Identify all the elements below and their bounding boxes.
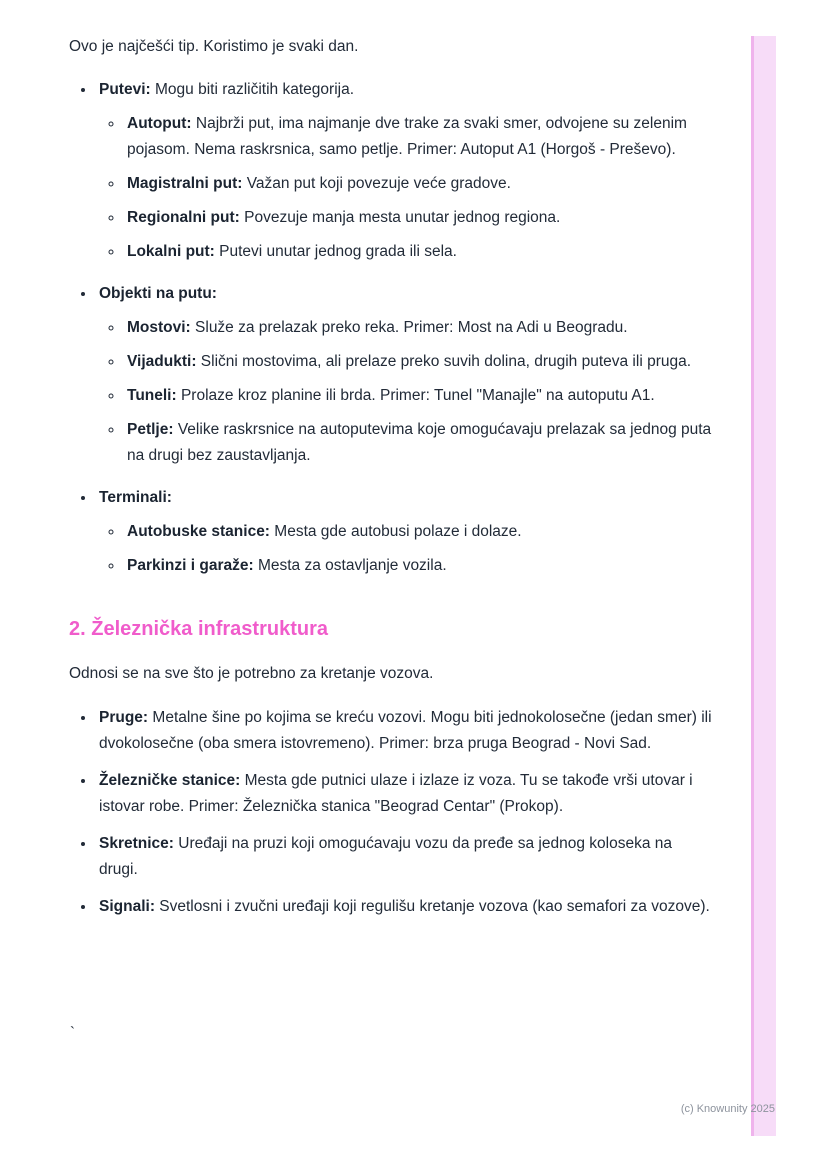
list-item bbox=[96, 831, 715, 883]
list-item-label: Signali: bbox=[99, 898, 155, 915]
list-item-label: Tuneli: bbox=[127, 387, 177, 404]
list-item-label: Mostovi: bbox=[127, 319, 191, 336]
list-item bbox=[124, 417, 715, 469]
list-item bbox=[96, 705, 715, 757]
list-item bbox=[96, 281, 715, 469]
terminals-list bbox=[99, 519, 715, 579]
list-item-label: Magistralni put: bbox=[127, 175, 243, 192]
list-item bbox=[124, 315, 715, 341]
list-item-label: Železničke stanice: bbox=[99, 772, 241, 789]
list-item bbox=[124, 383, 715, 409]
list-item-text: Metalne šine po kojima se kreću vozovi. Mogu biti jednokolosečne (jedan smer) ili dvokolosečne (oba smera istovremeno). Primer: brza pruga Beograd - Novi Sad. bbox=[99, 709, 712, 752]
list-item-text: Putevi unutar jednog grada ili sela. bbox=[219, 243, 457, 260]
railway-list bbox=[69, 705, 715, 920]
list-item bbox=[96, 894, 715, 920]
section-intro-paragraph: Odnosi se na sve što je potrebno za kretanje vozova. bbox=[69, 665, 434, 682]
list-item-text: Najbrži put, ima najmanje dve trake za svaki smer, odvojene su zelenim pojasom. Nema raskrsnica, samo petlje. Primer: Autoput A1 (Horgoš - Preševo). bbox=[127, 115, 687, 158]
roads-list bbox=[69, 77, 715, 579]
list-item-label: Regionalni put: bbox=[127, 209, 240, 226]
list-item-label: Parkinzi i garaže: bbox=[127, 557, 254, 574]
list-item bbox=[124, 171, 715, 197]
section-heading: 2. Železnička infrastruktura bbox=[69, 618, 328, 640]
list-item-label: Terminali: bbox=[99, 489, 172, 506]
list-item-text: Služe za prelazak preko reka. Primer: Most na Adi u Beogradu. bbox=[195, 319, 628, 336]
list-item bbox=[124, 111, 715, 163]
list-item-text: Mesta za ostavljanje vozila. bbox=[257, 557, 447, 574]
list-item-label: Lokalni put: bbox=[127, 243, 215, 260]
list-item bbox=[96, 768, 715, 820]
list-item bbox=[124, 553, 715, 579]
list-item-text: Mesta gde putnici ulaze i izlaze iz voza. Tu se takođe vrši utovar i istovar robe. Primer: Železnička stanica "Beograd Centar" (Prokop). bbox=[99, 772, 693, 815]
list-item-label: Objekti na putu: bbox=[99, 285, 217, 302]
list-item-text: Povezuje manja mesta unutar jednog regiona. bbox=[244, 209, 561, 226]
list-item-label: Autobuske stanice: bbox=[127, 523, 270, 540]
list-item-text: Uređaji na pruzi koji omogućavaju vozu da pređe sa jednog koloseka na drugi. bbox=[99, 835, 672, 878]
road-objects-list bbox=[99, 315, 715, 469]
list-item bbox=[96, 485, 715, 579]
page-edge-strip bbox=[751, 36, 776, 1136]
list-item-text: Slični mostovima, ali prelaze preko suvih dolina, drugih puteva ili pruga. bbox=[200, 353, 692, 370]
list-item-text: Mesta gde autobusi polaze i dolaze. bbox=[274, 523, 522, 540]
list-item bbox=[124, 205, 715, 231]
list-item-label: Skretnice: bbox=[99, 835, 174, 852]
list-item-text: Prolaze kroz planine ili brda. Primer: Tunel "Manajle" na autoputu A1. bbox=[180, 387, 655, 404]
intro-paragraph: Ovo je najčešći tip. Koristimo je svaki dan. bbox=[69, 38, 359, 55]
list-item bbox=[124, 519, 715, 545]
list-item-text: Mogu biti različitih kategorija. bbox=[155, 81, 355, 98]
list-item bbox=[124, 239, 715, 265]
list-item bbox=[124, 349, 715, 375]
list-item-label: Putevi: bbox=[99, 81, 151, 98]
copyright-footer: (c) Knowunity 2025 bbox=[680, 1103, 775, 1115]
list-item-label: Vijadukti: bbox=[127, 353, 197, 370]
road-categories-list bbox=[99, 111, 715, 265]
list-item bbox=[96, 77, 715, 265]
list-item-text: Velike raskrsnice na autoputevima koje omogućavaju prelazak sa jednog puta na drugi bez zaustavljanja. bbox=[127, 421, 712, 464]
document-content bbox=[69, 34, 715, 931]
list-item-text: Svetlosni i zvučni uređaji koji regulišu kretanje vozova (kao semafori za vozove). bbox=[159, 898, 710, 915]
list-item-label: Pruge: bbox=[99, 709, 149, 726]
list-item-label: Autoput: bbox=[127, 115, 192, 132]
stray-backtick-character: ` bbox=[70, 1024, 75, 1041]
list-item-label: Petlje: bbox=[127, 421, 174, 438]
list-item-text: Važan put koji povezuje veće gradove. bbox=[246, 175, 511, 192]
